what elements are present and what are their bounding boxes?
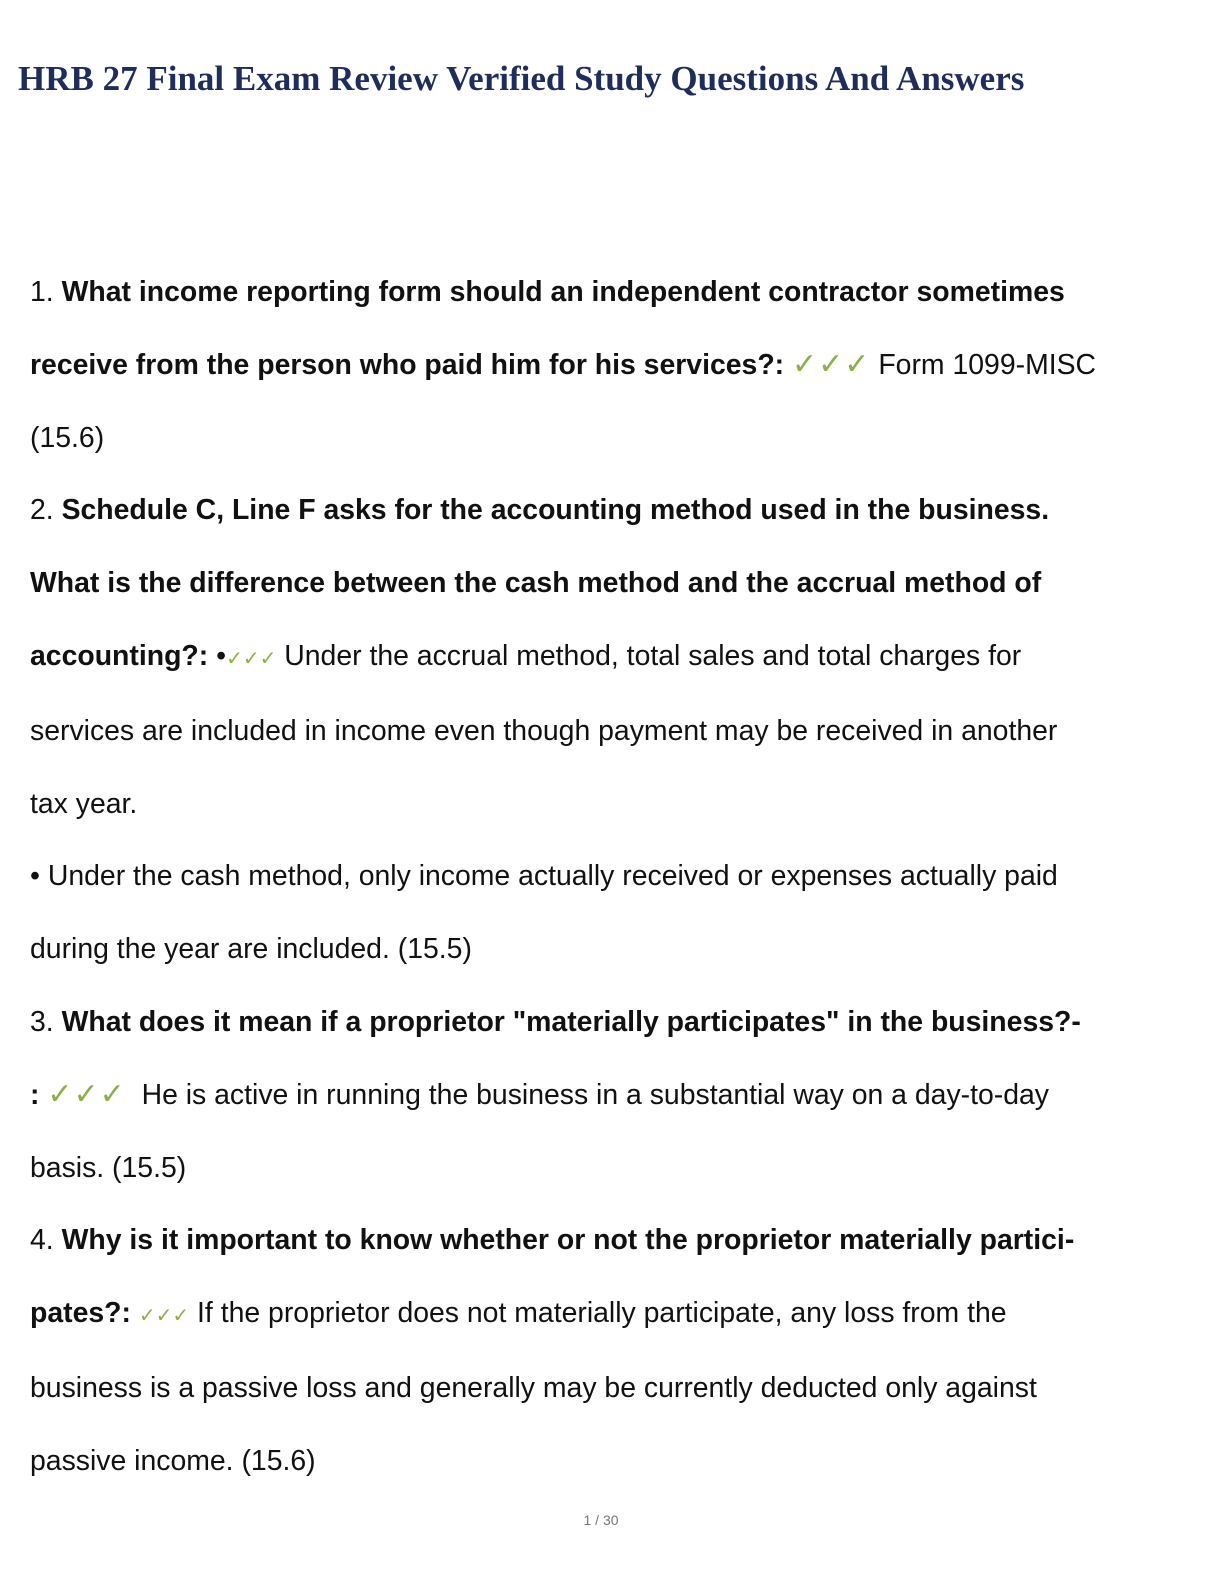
question-text: What is the difference between the cash method and the accrual method of	[30, 567, 1042, 600]
answer-text: passive income. (15.6)	[30, 1444, 316, 1477]
question-text: What does it mean if a proprietor "materially participates" in the business?-	[61, 1005, 1081, 1038]
answer-text: tax year.	[30, 787, 138, 820]
answer-text: during the year are included. (15.5)	[30, 933, 472, 966]
qa-line	[30, 256, 1194, 329]
verified-check-icon: ✓✓✓	[138, 1303, 190, 1328]
qa-line	[30, 620, 1194, 695]
question-number: 3.	[30, 1005, 54, 1038]
qa-line	[30, 402, 1194, 475]
qa-line	[30, 1059, 1194, 1132]
verified-check-icon: ✓✓✓	[226, 645, 277, 670]
qa-item-4	[30, 1204, 1194, 1497]
question-text: accounting?:	[30, 639, 209, 672]
answer-text: If the proprietor does not materially participate, any loss from the	[197, 1297, 1007, 1330]
qa-line	[30, 913, 1194, 986]
qa-line	[30, 329, 1194, 402]
qa-line	[30, 840, 1194, 913]
question-text: pates?:	[30, 1297, 131, 1330]
qa-item-2	[30, 474, 1194, 986]
question-number: 4.	[30, 1224, 54, 1257]
answer-text: basis. (15.5)	[30, 1151, 187, 1184]
question-number: 2.	[30, 494, 54, 527]
question-text: receive from the person who paid him for his services?:	[30, 348, 785, 381]
qa-item-1	[30, 256, 1194, 474]
qa-line	[30, 547, 1194, 620]
qa-line	[30, 986, 1194, 1059]
page-indicator: 1 / 30	[583, 1512, 619, 1528]
answer-text: (15.6)	[30, 421, 105, 454]
qa-list	[30, 256, 1194, 1498]
qa-line	[30, 1132, 1194, 1205]
qa-line	[30, 768, 1194, 841]
verified-check-icon: ✓✓✓	[792, 346, 871, 382]
answer-text: • Under the cash method, only income actually received or expenses actually paid	[30, 860, 1058, 893]
qa-line	[30, 1204, 1194, 1277]
answer-text: services are included in income even though payment may be received in another	[30, 714, 1058, 747]
qa-line	[30, 1277, 1194, 1352]
verified-check-icon: ✓✓✓	[47, 1076, 126, 1112]
question-text: :	[30, 1078, 40, 1111]
answer-text: Form 1099-MISC	[878, 348, 1097, 381]
document-title: HRB 27 Final Exam Review Verified Study Questions And Answers	[18, 59, 1025, 98]
answer-text: Under the accrual method, total sales and total charges for	[284, 639, 1022, 672]
question-number: 1.	[30, 276, 54, 308]
question-text: What income reporting form should an independent contractor sometimes	[61, 276, 1065, 308]
qa-line	[30, 1352, 1194, 1425]
bullet: •	[216, 639, 227, 672]
question-text: Why is it important to know whether or not the proprietor materially partici-	[61, 1224, 1075, 1257]
qa-line	[30, 1425, 1194, 1498]
qa-line	[30, 695, 1194, 768]
qa-item-3	[30, 986, 1194, 1204]
qa-line	[30, 474, 1194, 547]
answer-text: He is active in running the business in a substantial way on a day-to-day	[141, 1078, 1049, 1111]
answer-text: business is a passive loss and generally may be currently deducted only against	[30, 1371, 1037, 1404]
question-text: Schedule C, Line F asks for the accounting method used in the business.	[61, 494, 1050, 527]
